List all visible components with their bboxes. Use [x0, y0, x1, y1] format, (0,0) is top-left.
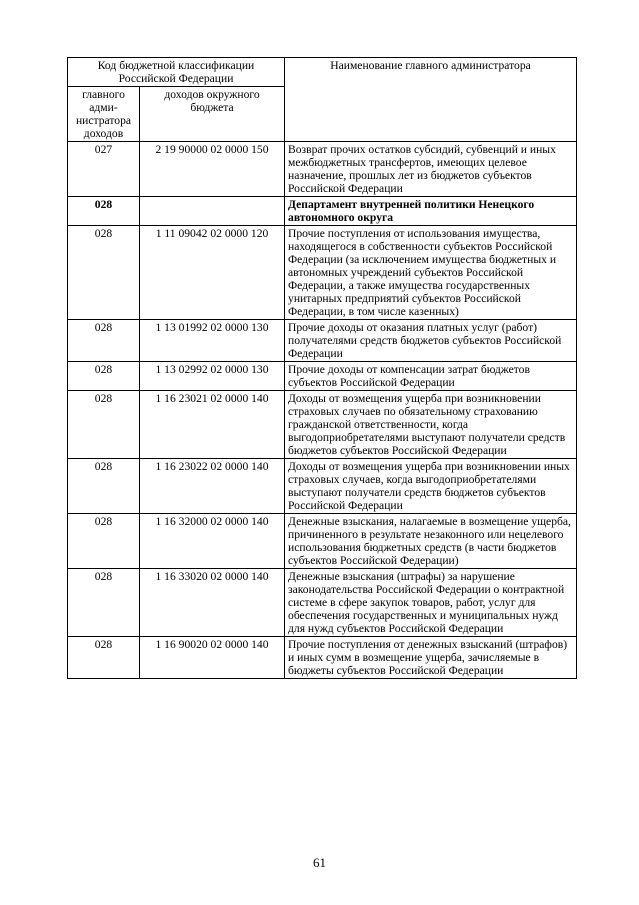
income-code-cell: 1 16 32000 02 0000 140 [140, 514, 285, 569]
table-row [68, 226, 577, 320]
income-code-cell: 1 16 33020 02 0000 140 [140, 569, 285, 637]
income-code-cell: 1 16 23022 02 0000 140 [140, 459, 285, 514]
table-row [68, 514, 577, 569]
table-row [68, 459, 577, 514]
administrator-name-cell: Возврат прочих остатков субсидий, субвенций и иных межбюджетных трансфертов, имеющих целевое назначение, прошлых лет из бюджетов субъектов Российской Федерации [285, 142, 577, 197]
page-number: 61 [313, 855, 326, 870]
administrator-name-cell: Прочие поступления от использования имущества, находящегося в собственности субъектов Российской Федерации (за исключением имущества бюджетных и автономных учреждений субъектов Российской Федерации, а также имущества государственных унитарных предприятий субъектов Российской Федерации, в том числе казенных) [285, 226, 577, 320]
header-district-budget-income: доходов окружного бюджета [140, 87, 285, 142]
administrator-name-cell: Доходы от возмещения ущерба при возникновении иных страховых случаев, когда выгодоприобретателями выступают получатели средств бюджетов субъектов Российской Федерации [285, 459, 577, 514]
header-budget-classification-code: Код бюджетной классификации Российской Федерации [68, 58, 285, 87]
table-row [68, 142, 577, 197]
administrator-name-cell: Денежные взыскания, налагаемые в возмещение ущерба, причиненного в результате незаконного или нецелевого использования бюджетных средств (в части бюджетов субъектов Российской Федерации) [285, 514, 577, 569]
administrator-name-cell: Прочие доходы от оказания платных услуг (работ) получателями средств бюджетов субъектов Российской Федерации [285, 320, 577, 362]
table-row [68, 391, 577, 459]
admin-code-cell: 028 [68, 362, 140, 391]
admin-code-cell: 028 [68, 197, 140, 226]
table-row [68, 569, 577, 637]
table-row-department [68, 197, 577, 226]
income-code-cell: 1 16 90020 02 0000 140 [140, 637, 285, 679]
table-body [68, 142, 577, 679]
income-code-cell: 2 19 90000 02 0000 150 [140, 142, 285, 197]
table-row [68, 362, 577, 391]
table-row [68, 320, 577, 362]
income-code-cell: 1 13 02992 02 0000 130 [140, 362, 285, 391]
budget-classification-table [67, 57, 577, 679]
table-row [68, 637, 577, 679]
income-code-cell [140, 197, 285, 226]
income-code-cell: 1 11 09042 02 0000 120 [140, 226, 285, 320]
administrator-name-cell: Денежные взыскания (штрафы) за нарушение законодательства Российской Федерации о контрактной системе в сфере закупок товаров, работ, услуг для обеспечения государственных и муниципальных нужд для нужд субъектов Российской Федерации [285, 569, 577, 637]
administrator-name-cell: Прочие поступления от денежных взысканий (штрафов) и иных сумм в возмещение ущерба, зачисляемые в бюджеты субъектов Российской Федерации [285, 637, 577, 679]
income-code-cell: 1 13 01992 02 0000 130 [140, 320, 285, 362]
admin-code-cell: 028 [68, 320, 140, 362]
administrator-name-cell: Прочие доходы от компенсации затрат бюджетов субъектов Российской Федерации [285, 362, 577, 391]
admin-code-cell: 028 [68, 226, 140, 320]
admin-code-cell: 028 [68, 459, 140, 514]
administrator-name-cell: Доходы от возмещения ущерба при возникновении страховых случаев по обязательному страхованию гражданской ответственности, когда выгодоприобретателями выступают получатели средств бюджетов субъектов Российской Федерации [285, 391, 577, 459]
header-main-administrator: главного адми-нистратора доходов [68, 87, 140, 142]
administrator-name-cell: Департамент внутренней политики Ненецкого автономного округа [285, 197, 577, 226]
admin-code-cell: 028 [68, 637, 140, 679]
header-administrator-name: Наименование главного администратора [285, 58, 577, 142]
admin-code-cell: 028 [68, 569, 140, 637]
admin-code-cell: 028 [68, 514, 140, 569]
table-header [68, 58, 577, 142]
admin-code-cell: 028 [68, 391, 140, 459]
income-code-cell: 1 16 23021 02 0000 140 [140, 391, 285, 459]
admin-code-cell: 027 [68, 142, 140, 197]
